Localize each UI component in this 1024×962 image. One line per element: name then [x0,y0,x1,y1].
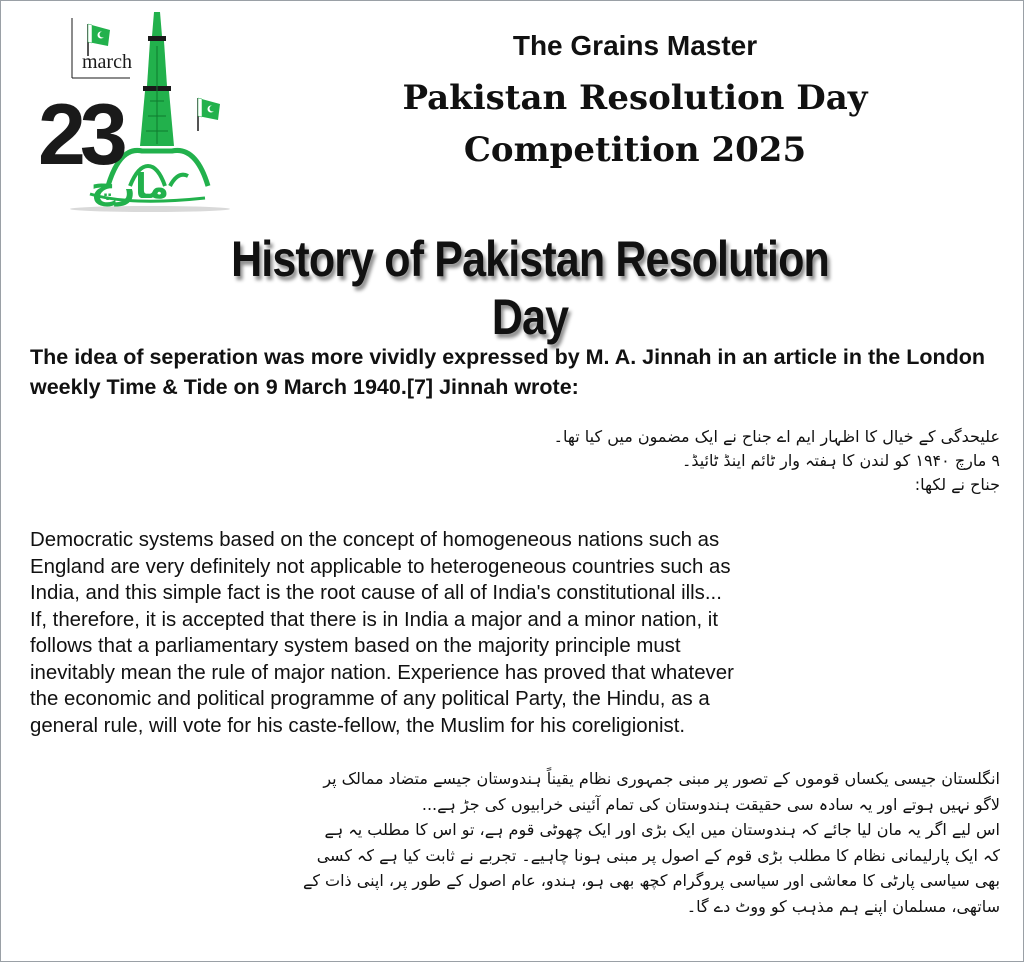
urdu-translation-block [150,766,1000,919]
quote-line: the economic and political programme of any political Party, the Hindu, as a [30,688,710,710]
event-title-line-2: Competition 2025 [463,130,807,170]
quote-line: England are very definitely not applicable to heterogeneous countries such as [30,555,731,578]
urdu-translation-line: کہ ایک پارلیمانی نظام کا مطلب بڑی قوم کے اصول پر مبنی ہونا چاہیے۔ تجربے نے ثابت کیا ہے کہ کسی [316,845,1000,865]
urdu-translation-line: ساتھی، مسلمان اپنے ہم مذہب کو ووٹ دے گا۔ [686,896,1000,916]
quote-line: If, therefore, it is accepted that there is in India a major and a minor nation, it [30,608,718,631]
urdu-translation-line: بھی سیاسی پارٹی کا معاشی اور سیاسی پروگرام کچھ بھی ہو، ہندو، عام اصول کے طور پر، اپنی ذات کے [302,871,1000,890]
urdu-translation-line: انگلستان جیسی یکساں قوموں کے تصور پر مبنی جمہوری نظام یقیناً ہندوستان جیسے متضاد ممالک پر [323,769,1000,788]
quote-line: general rule, will vote for his caste-fellow, the Muslim for his coreligionist. [30,714,686,737]
quote-line: India, and this simple fact is the root cause of all of India's constitutional ills... [30,582,722,604]
march-23-logo [30,6,230,216]
logo-month-label: march [82,51,132,73]
urdu-intro-block [400,425,1000,497]
history-heading: History of Pakistan Resolution Day [231,231,829,345]
logo-urdu-label: مارچ [91,167,169,207]
urdu-translation-line: لاگو نہیں ہوتے اور یہ سادہ سی حقیقت ہندوستان کی تمام آئینی خرابیوں کی جڑ ہے... [421,794,1000,814]
intro-paragraph: The idea of seperation was more vividly expressed by M. A. Jinnah in an article in the London weekly Time & Tide on 9 March 1940.[7] Jinnah wrote: [30,345,985,399]
quote-line: follows that a parliamentary system based on the majority principle must [30,635,681,657]
event-title-line-1: Pakistan Resolution Day [402,78,868,118]
event-title [380,72,890,176]
urdu-intro-line: جناح نے لکھا: [914,475,1000,494]
logo-day-number: 23 [38,87,122,183]
quote-line: inevitably mean the rule of major nation. Experience has proved that whatever [30,661,734,684]
minar-tower-icon [140,12,174,146]
pakistan-flag-right-icon [198,98,220,131]
urdu-intro-line: ۹ مارچ ۱۹۴۰ کو لندن کا ہفتہ وار ٹائم اینڈ ٹائیڈ۔ [681,451,1000,470]
minar-e-pakistan-emblem [30,6,230,216]
brand-name: The Grains Master [512,30,758,61]
urdu-intro-line: علیحدگی کے خیال کا اظہار ایم اے جناح نے ایک مضمون میں کیا تھا۔ [553,427,1000,446]
urdu-translation-line: اس لیے اگر یہ مان لیا جائے کہ ہندوستان میں ایک بڑی اور ایک چھوٹی قوم ہے، تو اس کا مطلب یہ ہے [324,820,1000,839]
jinnah-quote [30,527,910,739]
quote-line: Democratic systems based on the concept of homogeneous nations such as [30,529,720,551]
